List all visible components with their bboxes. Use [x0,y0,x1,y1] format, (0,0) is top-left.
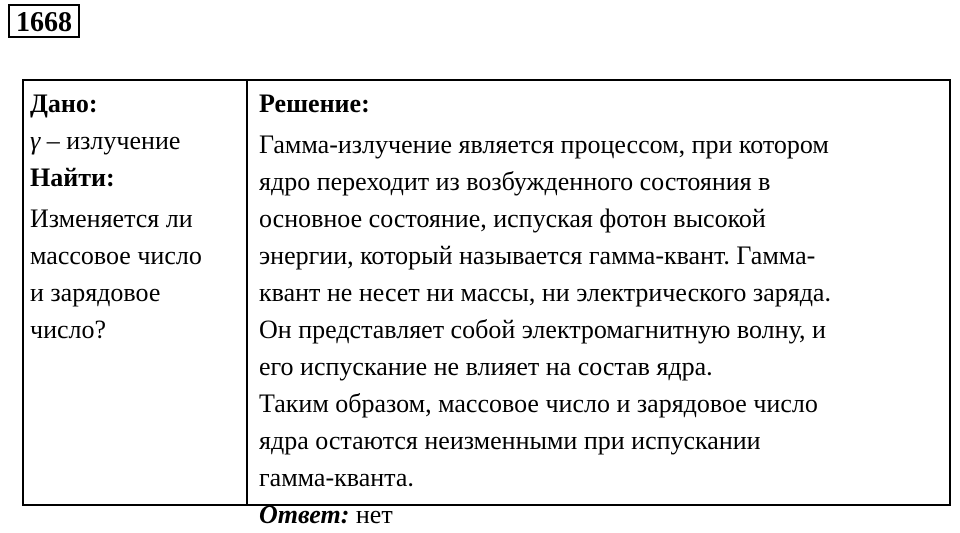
solution-line: ядро переходит из возбужденного состояния в [259,167,771,196]
answer-value: нет [349,500,393,529]
solution-line: энергии, который называется гамма-квант. Гамма- [259,241,816,270]
find-line: число? [30,315,107,344]
solution-table [22,79,951,529]
gamma-symbol: γ [30,126,41,155]
given-column [24,81,248,504]
find-label: Найти: [30,163,115,192]
find-question [30,200,246,348]
solution-column [248,81,949,529]
answer-label: Ответ: [259,500,350,529]
given-value-text: – излучение [40,126,181,155]
problem-number: 1668 [8,4,80,38]
given-value [30,122,246,159]
solution-line: его испускание не влияет на состав ядра. [259,352,713,381]
find-line: массовое число [30,241,202,270]
solution-line: Таким образом, массовое число и зарядовое число [259,389,818,418]
given-label: Дано: [30,89,98,118]
find-line: и зарядовое [30,278,161,307]
solution-text [259,126,943,496]
solution-line: гамма-кванта. [259,463,414,492]
solution-line: Он представляет собой электромагнитную волну, и [259,315,826,344]
find-line: Изменяется ли [30,204,193,233]
solution-line: ядра остаются неизменными при испускании [259,426,761,455]
solution-line: квант не несет ни массы, ни электрического заряда. [259,278,831,307]
solution-line: Гамма-излучение является процессом, при котором [259,130,829,159]
solution-label: Решение: [259,89,370,118]
solution-line: основное состояние, испуская фотон высокой [259,204,766,233]
answer [259,496,943,533]
